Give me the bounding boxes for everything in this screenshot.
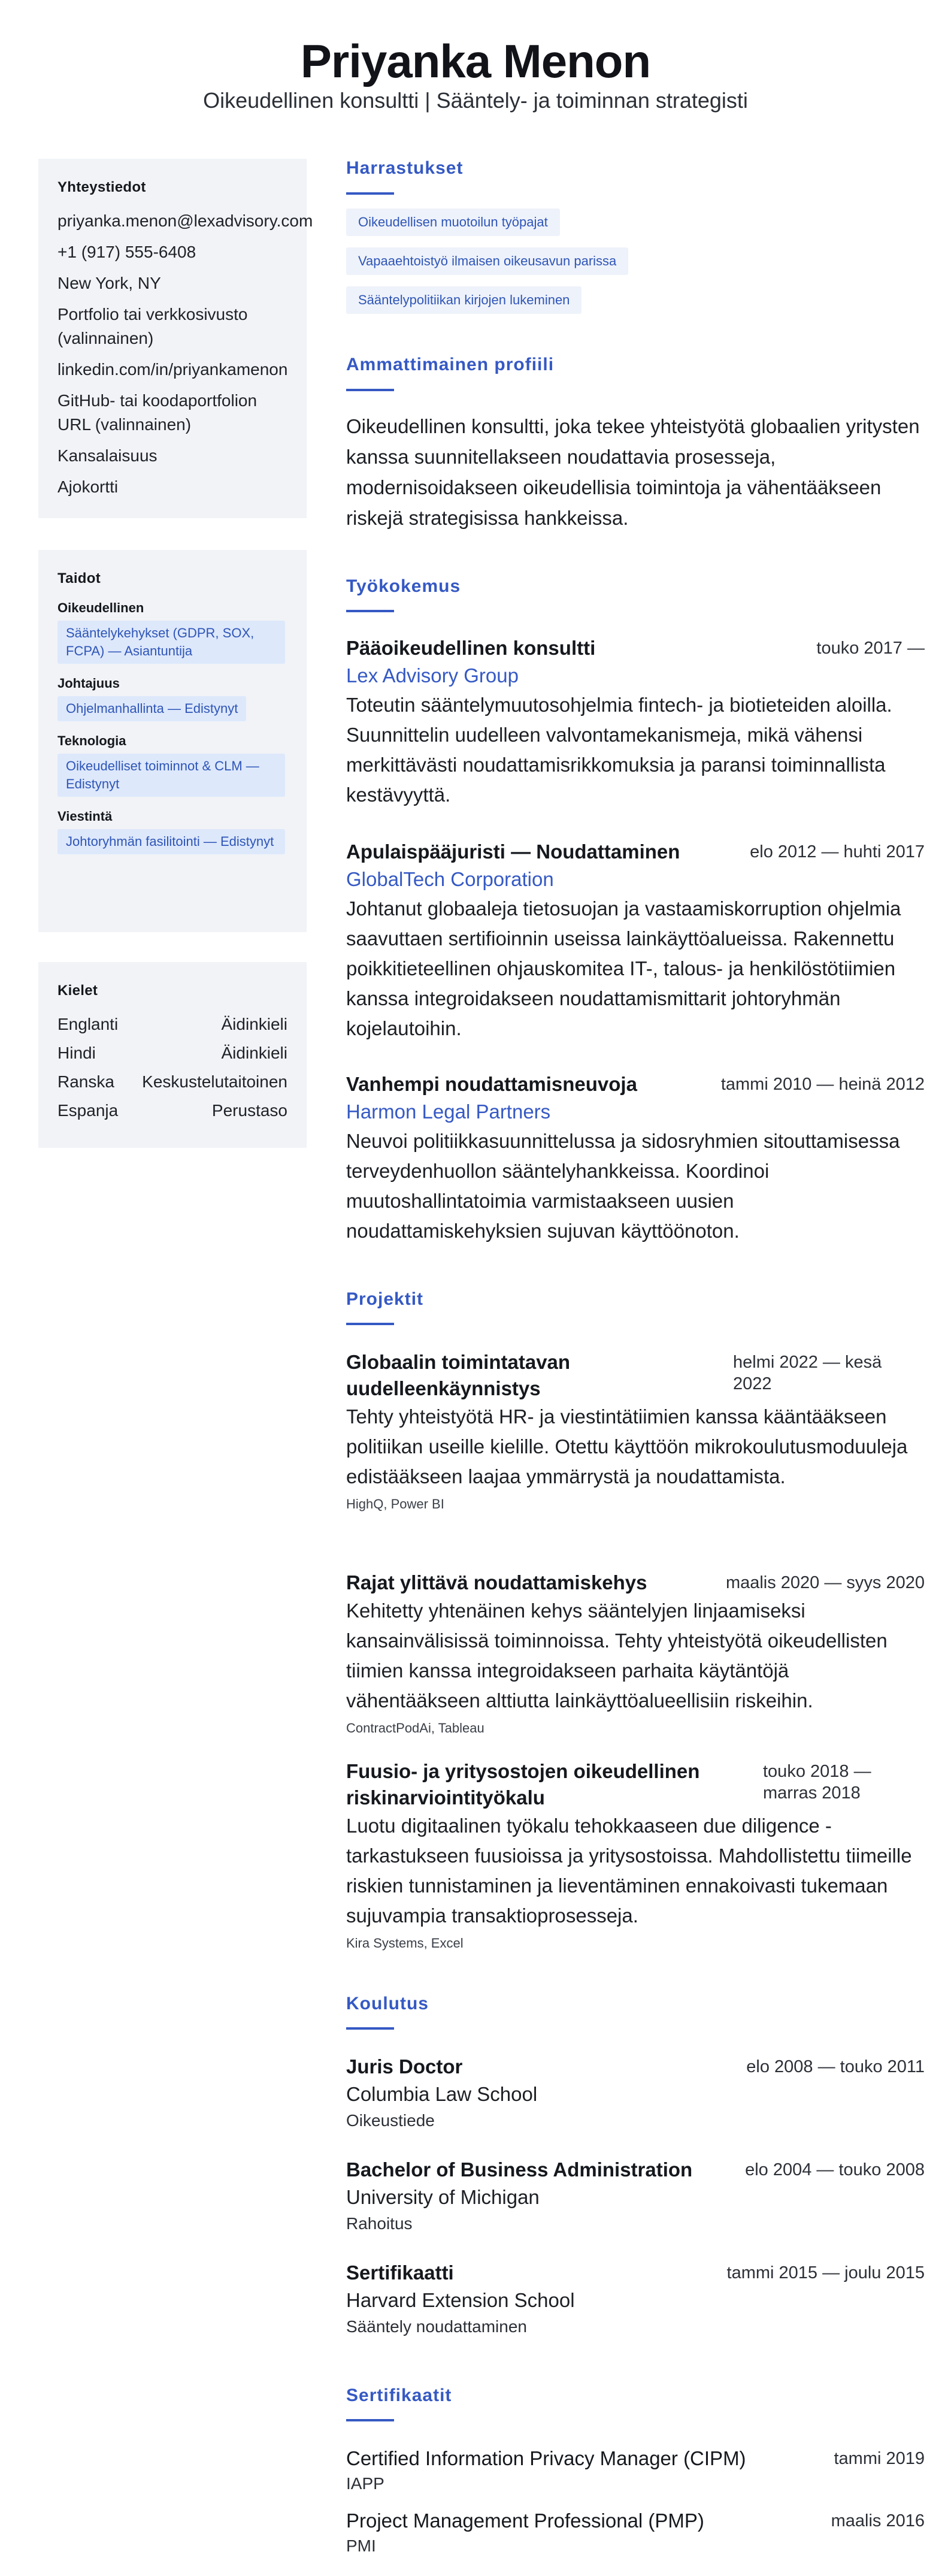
contact-github[interactable]: GitHub- tai koodaportfolion URL (valinnainen): [57, 391, 258, 434]
education-field: Oikeustiede: [346, 2111, 435, 2130]
experience-entry: [346, 1071, 925, 1246]
section-rule: [346, 1323, 394, 1325]
project-name-line: uudelleenkäynnistys: [346, 1377, 541, 1399]
language-level: Äidinkieli: [221, 1044, 287, 1062]
projects-title: Projektit: [346, 1289, 424, 1309]
education-date: tammi 2015 — joulu 2015: [726, 2263, 925, 2282]
section-rule: [346, 610, 394, 612]
languages-title: Kielet: [57, 982, 98, 999]
experience-desc: Neuvoi politiikkasuunnittelussa ja sidosryhmien sitouttamisessa terveydenhuollon sääntelyhankkeissa. Koordinoi muutoshallintatoimia varmistaakseen uusien noudattamiskehyksien sujuvan käyttöönoton.: [346, 1130, 900, 1242]
education-degree: Juris Doctor: [346, 2055, 463, 2078]
skill-category: Teknologia: [57, 733, 126, 748]
contact-location: New York, NY: [57, 274, 161, 292]
experience-title: Työkokemus: [346, 576, 461, 596]
project-name-line: riskinarviointityökalu: [346, 1786, 545, 1809]
project-tools: HighQ, Power BI: [346, 1496, 444, 1511]
education-entry: [346, 2054, 925, 2133]
language-name: Hindi: [57, 1044, 96, 1062]
education-title: Koulutus: [346, 1994, 429, 2013]
certification-entry: [346, 2445, 925, 2496]
contact-email[interactable]: priyanka.menon@lexadvisory.com: [57, 211, 313, 230]
project-entry: [346, 1349, 925, 1514]
education-school: Columbia Law School: [346, 2083, 538, 2105]
hobby-chip: Vapaaehtoistyö ilmaisen oikeusavun parissa: [346, 247, 628, 275]
education-field: Rahoitus: [346, 2214, 413, 2233]
section-rule: [346, 2027, 394, 2030]
skill-category: Viestintä: [57, 809, 113, 824]
project-tools: Kira Systems, Excel: [346, 1936, 464, 1951]
section-rule: [346, 192, 394, 195]
contact-portfolio[interactable]: Portfolio tai verkkosivusto (valinnainen): [57, 305, 248, 347]
experience-org: GlobalTech Corporation: [346, 868, 554, 890]
experience-entry: [346, 839, 925, 1044]
name-heading: Priyanka Menon: [300, 35, 651, 87]
skills-card: [38, 550, 307, 932]
language-level: Keskustelutaitoinen: [142, 1072, 287, 1091]
certification-name: Project Management Professional (PMP): [346, 2510, 704, 2532]
experience-date: elo 2012 — huhti 2017: [750, 842, 925, 861]
project-entry: [346, 1570, 925, 1739]
hobby-chip: Oikeudellisen muotoilun työpajat: [346, 208, 560, 236]
certification-date: tammi 2019: [834, 2449, 925, 2468]
education-entry: [346, 2157, 925, 2236]
hobby-chip: Sääntelypolitiikan kirjojen lukeminen: [346, 286, 581, 314]
experience-desc: Toteutin sääntelymuutosohjelmia fintech- ja biotieteiden aloilla. Suunnittelin uudelleen valvontamekanismeja, mikä vähensi merkittävästi noudattamisrikkomuksia ja paransi toiminnallista kestävyyttä.: [346, 694, 892, 806]
contact-citizenship: Kansalaisuus: [57, 446, 158, 465]
language-row: [57, 1041, 287, 1065]
project-desc: Tehty yhteistyötä HR- ja viestintätiimien kanssa kääntääkseen politiikan useille kielille. Otettu käyttöön mikrokoulutusmoduuleja edistääkseen laajaa ymmärrystä ja noudattamista.: [346, 1405, 908, 1487]
project-date-line: helmi 2022 — kesä: [733, 1353, 882, 1372]
section-rule: [346, 389, 394, 391]
section-rule: [346, 2419, 394, 2421]
education-school: Harvard Extension School: [346, 2289, 575, 2311]
experience-role: Pääoikeudellinen konsultti: [346, 637, 596, 659]
education-date: elo 2004 — touko 2008: [745, 2160, 925, 2179]
contact-card: [38, 159, 313, 518]
contact-license: Ajokortti: [57, 477, 119, 496]
certification-name: Certified Information Privacy Manager (CIPM): [346, 2447, 746, 2469]
experience-role: Apulaispääjuristi — Noudattaminen: [346, 840, 680, 863]
experience-role: Vanhempi noudattamisneuvoja: [346, 1073, 637, 1095]
language-row: [57, 1070, 287, 1094]
project-desc: Luotu digitaalinen työkalu tehokkaaseen due diligence -tarkastukseen fuusioissa ja yritysostoissa. Mahdollistettu tiimeille riskien tunnistaminen ja lieventäminen ennakoivasti tukemaan sujuvampia transaktioprosesseja.: [346, 1815, 912, 1927]
hobbies-title: Harrastukset: [346, 158, 464, 178]
experience-date: tammi 2010 — heinä 2012: [720, 1075, 925, 1094]
experience-desc: Johtanut globaaleja tietosuojan ja vastaamiskorruption ohjelmia saavuttaen sertifioinnin useissa lainkäyttöalueissa. Rakennettu poikkitieteellinen ohjauskomitea IT-, talous- ja henkilöstötiimien kanssa integroidakseen noudattamismittarit johtoryhmän kojelautoihin.: [346, 897, 901, 1039]
experience-entry: [346, 635, 925, 810]
profile-text: Oikeudellinen konsultti, joka tekee yhteistyötä globaalien yritysten kanssa suunnitellakseen noudattavia prosesseja, modernisoidakseen oikeudellisia toimintoja ja vähentääkseen riskejä strategisissa hankkeissa.: [346, 415, 920, 529]
languages-card: [38, 962, 307, 1148]
experience-org: Lex Advisory Group: [346, 664, 519, 687]
skill-category: Oikeudellinen: [57, 600, 144, 615]
project-name-line: Fuusio- ja yritysostojen oikeudellinen: [346, 1760, 700, 1782]
skill-chip: Ohjelmanhallinta — Edistynyt: [57, 696, 246, 721]
project-tools: ContractPodAi, Tableau: [346, 1721, 484, 1736]
language-level: Äidinkieli: [221, 1015, 287, 1033]
experience-date: touko 2017 —: [816, 639, 925, 658]
skill-chip: Johtoryhmän fasilitointi — Edistynyt: [57, 829, 285, 854]
skills-title: Taidot: [57, 570, 101, 586]
education-date: elo 2008 — touko 2011: [746, 2057, 925, 2076]
certification-entry: [346, 2508, 925, 2558]
skill-chip: Oikeudelliset toiminnot & CLM — Edistynyt: [57, 754, 285, 797]
language-name: Ranska: [57, 1072, 114, 1091]
education-field: Sääntely noudattaminen: [346, 2317, 527, 2336]
language-level: Perustaso: [211, 1101, 287, 1120]
project-date: maalis 2020 — syys 2020: [725, 1573, 925, 1592]
certification-issuer: IAPP: [346, 2474, 384, 2493]
language-name: Espanja: [57, 1101, 119, 1120]
education-degree: Sertifikaatti: [346, 2261, 454, 2284]
project-date: [763, 1761, 925, 1804]
project-date-line: 2022: [733, 1374, 772, 1393]
education-degree: Bachelor of Business Administration: [346, 2158, 693, 2181]
skill-chip: Sääntelykehykset (GDPR, SOX, FCPA) — Asiantuntija: [57, 621, 285, 664]
project-desc: Kehitetty yhtenäinen kehys sääntelyjen linjaamiseksi kansainvälisissä toiminnoissa. Tehty yhteistyötä oikeudellisten tiimien kanssa integroidakseen parhaita käytäntöjä vähentääkseen alttiutta lainkäyttöalueellisiin riskeihin.: [346, 1600, 888, 1712]
project-entry: [346, 1758, 925, 1954]
certifications-title: Sertifikaatit: [346, 2385, 452, 2405]
certification-date: maalis 2016: [831, 2511, 925, 2530]
project-name-line: Globaalin toimintatavan: [346, 1351, 571, 1373]
subtitle: Oikeudellinen konsultti | Sääntely- ja toiminnan strategisti: [203, 88, 748, 113]
experience-org: Harmon Legal Partners: [346, 1100, 551, 1123]
project-date-line: touko 2018 —: [763, 1762, 871, 1781]
profile-title: Ammattimainen profiili: [346, 355, 555, 374]
certification-issuer: PMI: [346, 2536, 376, 2555]
skill-category: Johtajuus: [57, 676, 120, 691]
project-date: [733, 1352, 925, 1395]
language-row: [57, 1012, 287, 1036]
education-school: University of Michigan: [346, 2186, 540, 2208]
language-name: Englanti: [57, 1015, 119, 1033]
contact-linkedin[interactable]: linkedin.com/in/priyankamenon: [57, 360, 288, 379]
education-entry: [346, 2260, 925, 2339]
contact-phone: +1 (917) 555-6408: [57, 243, 196, 261]
language-row: [57, 1099, 287, 1123]
project-name-line: Rajat ylittävä noudattamiskehys: [346, 1571, 647, 1594]
project-date-line: marras 2018: [763, 1783, 861, 1803]
contact-title: Yhteystiedot: [57, 179, 146, 195]
